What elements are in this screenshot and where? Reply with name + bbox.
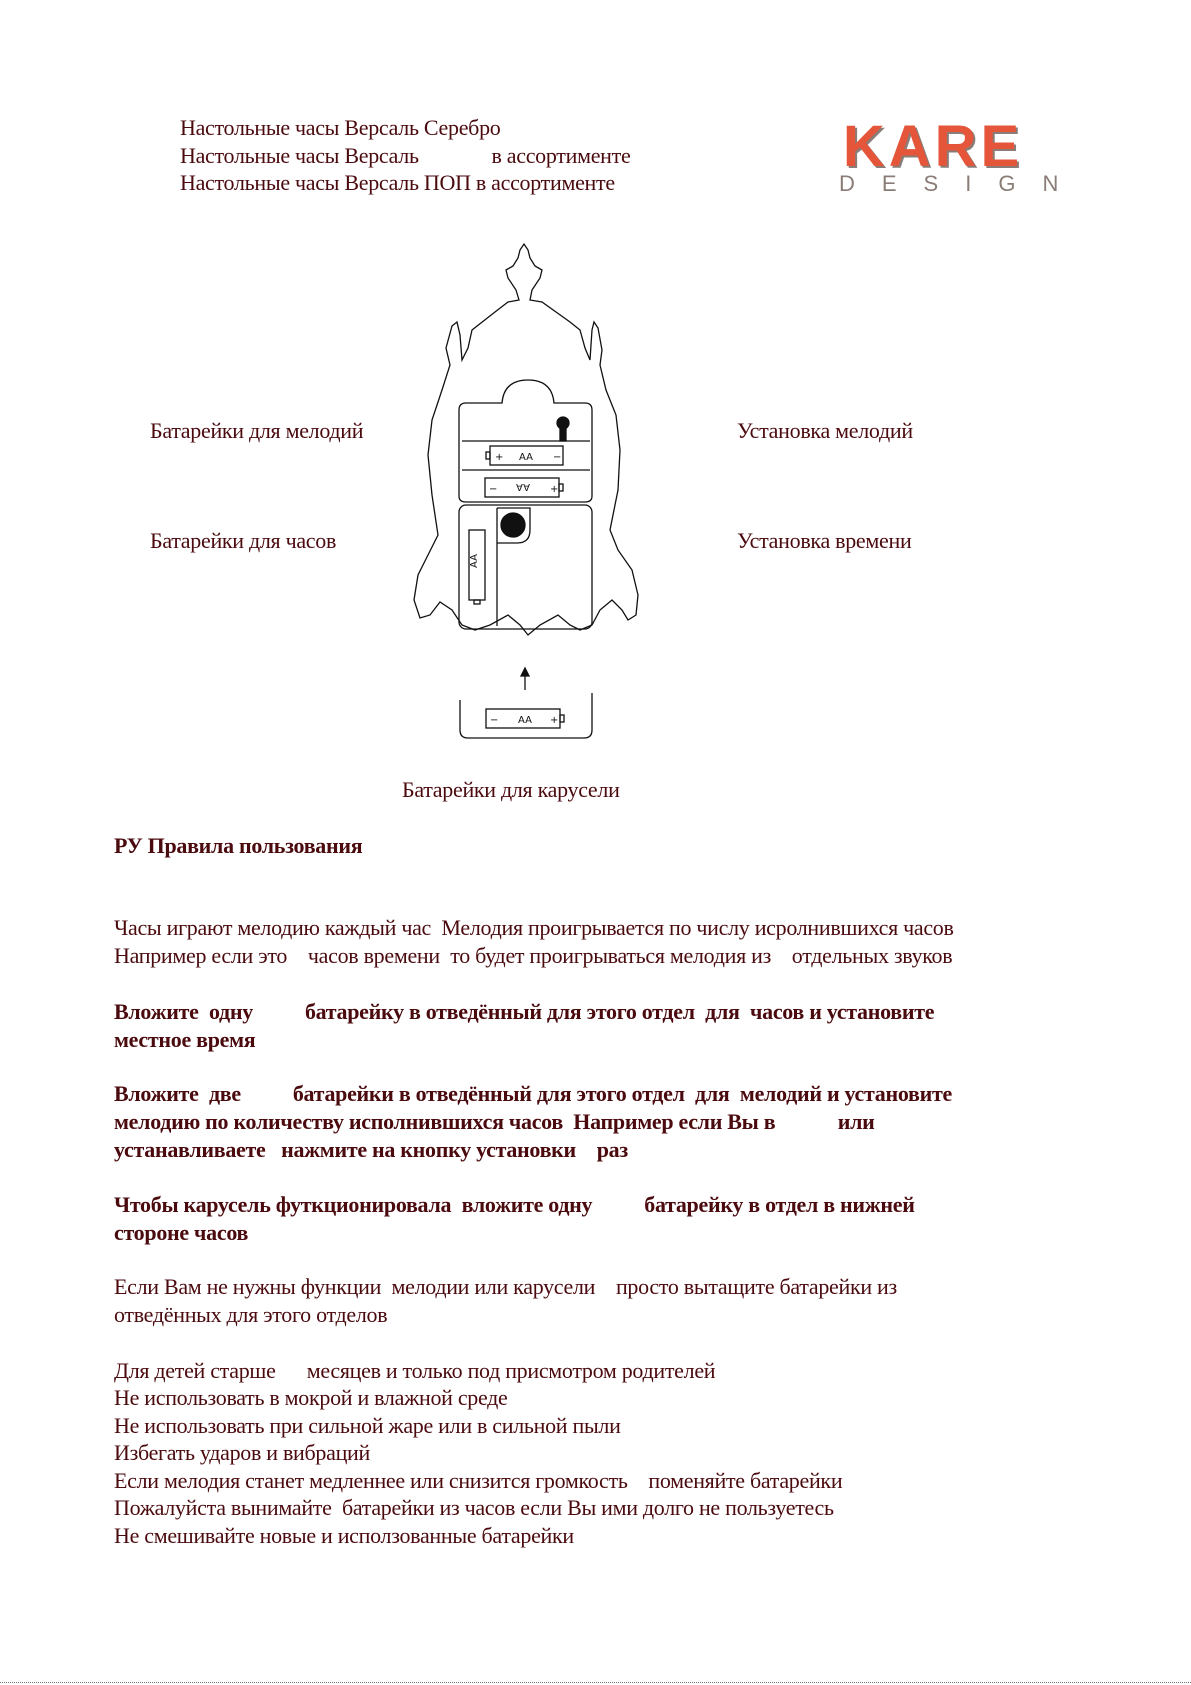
paragraph-line: отведённых для этого отделов xyxy=(114,1302,388,1327)
logo-design: DESIGN xyxy=(839,171,1086,196)
battery-label: AA xyxy=(516,481,530,492)
svg-text:−: − xyxy=(490,715,499,726)
battery-label: AA xyxy=(518,715,532,726)
paragraph-line: Если Вам не нужны функции мелодии или карусели просто вытащите батарейки из xyxy=(114,1274,897,1299)
clock-battery-diagram xyxy=(380,230,680,770)
label-clock-batteries: Батарейки для часов xyxy=(150,528,337,553)
clock-outline xyxy=(414,244,638,635)
warning-line: Не смешивайте новые и исползованные батарейки xyxy=(114,1523,574,1548)
warning-line: Не использовать в мокрой и влажной среде xyxy=(114,1385,508,1410)
svg-text:+: + xyxy=(495,452,504,463)
battery-icon xyxy=(486,446,563,465)
warning-line: Пожалуйста вынимайте батарейки из часов если Вы ими долго не пользуетесь xyxy=(114,1495,834,1520)
instruction-line: устанавливаете нажмите на кнопку установки раз xyxy=(114,1137,628,1162)
header-line-3: Настольные часы Версаль ПОП в ассортименте xyxy=(180,170,615,195)
svg-text:−: − xyxy=(553,452,562,463)
label-carousel-batteries: Батарейки для карусели xyxy=(402,777,620,802)
battery-label: AA xyxy=(469,554,480,568)
instruction-line: стороне часов xyxy=(114,1220,249,1245)
battery-icon xyxy=(486,709,564,728)
battery-label: AA xyxy=(519,452,533,463)
instruction-line: мелодию по количеству исполнившихся часов Например если Вы в или xyxy=(114,1109,875,1134)
time-setting-knob-icon xyxy=(501,513,525,537)
instruction-line: Вложите одну батарейку в отведённый для этого отдел для часов и установите xyxy=(114,999,935,1024)
instruction-line: Вложите две батарейки в отведённый для этого отдел для мелодий и установите xyxy=(114,1081,952,1106)
svg-text:+: + xyxy=(550,484,559,495)
warning-line: Не использовать при сильной жаре или в сильной пыли xyxy=(114,1413,621,1438)
header-line-2: Настольные часы Версаль в ассортименте xyxy=(180,143,631,168)
label-time-setting: Установка времени xyxy=(737,528,912,553)
instruction-line: местное время xyxy=(114,1027,256,1052)
paragraph-line: Например если это часов времени то будет проигрываться мелодия из отдельных звуков xyxy=(114,943,953,968)
warning-line: Для детей старше месяцев и только под присмотром родителей xyxy=(114,1358,716,1383)
header-line-1: Настольные часы Версаль Серебро xyxy=(180,115,501,140)
instruction-line: Чтобы карусель футкционировала вложите одну батарейку в отдел в нижней xyxy=(114,1192,915,1217)
label-melody-setting: Установка мелодий xyxy=(737,418,913,443)
svg-text:+: + xyxy=(550,715,559,726)
logo-kare: KARE xyxy=(842,114,1024,179)
label-melody-batteries: Батарейки для мелодий xyxy=(150,418,364,443)
warning-line: Если мелодия станет медленнее или снизится громкость поменяйте батарейки xyxy=(114,1468,843,1493)
battery-icon xyxy=(485,478,563,497)
kare-design-logo xyxy=(817,114,1086,196)
svg-text:−: − xyxy=(489,484,498,495)
warning-line: Избегать ударов и вибраций xyxy=(114,1440,370,1465)
paragraph-line: Часы играют мелодию каждый час Мелодия проигрывается по числу исролнившихся часов xyxy=(114,915,954,940)
battery-icon xyxy=(469,530,485,604)
page-bottom-divider xyxy=(0,1682,1191,1683)
section-title: РУ Правила пользования xyxy=(114,833,363,858)
